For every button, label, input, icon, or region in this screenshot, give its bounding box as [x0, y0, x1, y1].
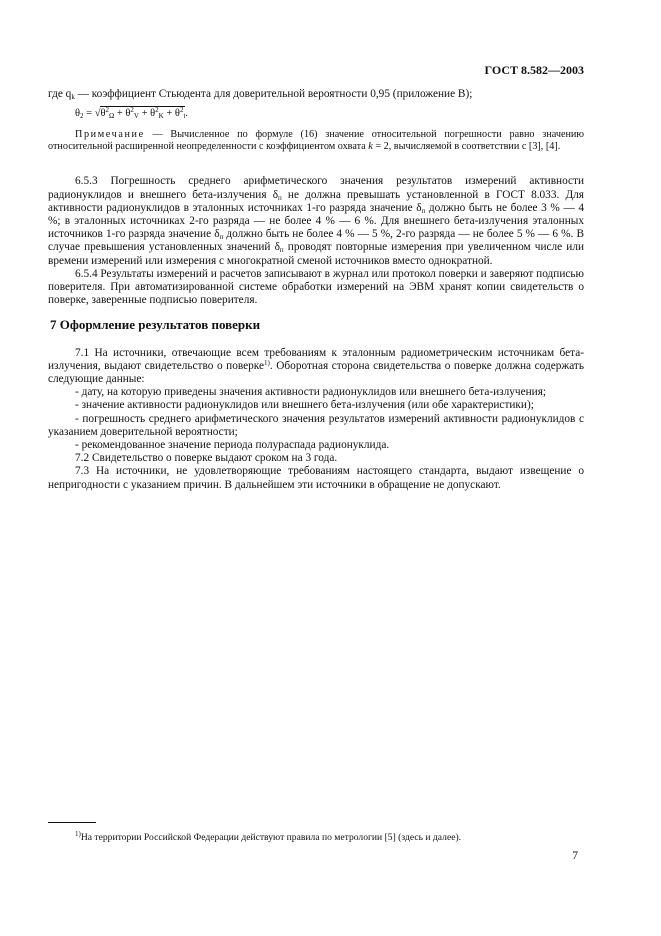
list-item: - дату, на которую приведены значения активности радионуклидов или внешнего бета-излучения;	[75, 386, 547, 399]
page-body	[48, 88, 584, 492]
list-item: - погрешность среднего арифметического значения результатов измерений активности радионуклидов с указанием доверительной вероятности;	[48, 412, 584, 438]
paragraph-6-5-4: 6.5.4 Результаты измерений и расчетов записывают в журнал или протокол поверки и заверяют подписью поверителя. При автоматизированной системе обработки измерений на ЭВМ хранят копии свидетельств о поверке, заверенные подписью поверителя.	[48, 267, 584, 307]
paragraph-6-5-3: 6.5.3 Погрешность среднего арифметического значения результатов измерений активности радионуклидов и внешнего бета-излучения $\delta_п$ не должна превышать установленной в ГОСТ 8.033. Для активности радионуклидов в эталонных источниках 1-го разряда значение $\delta_п$ должно быть не более 3 % — 4 %; в эталонных источниках 2-го разряда — не более 4 % — 6 %. Для внешнего бета-излучения эталонных источников 1-го разряда значение $\delta_п$ должно быть не более 4 % — 5 %, 2-го разряда — не более 5 % — 6 %. В случае превышения установленных значений $\delta_п$ проводят повторные измерения при увеличенном числе или времени измерений или измерения с многократной сменой источников вместо однократной.	[48, 175, 585, 267]
section-7-heading: 7 Оформление результатов поверки	[50, 317, 261, 333]
paragraph-7-2: 7.2 Свидетельство о поверке выдают сроком на 3 года.	[75, 452, 338, 465]
page-number: 7	[572, 850, 578, 862]
footnote-divider	[48, 822, 96, 823]
paragraph-7-1: 7.1 На источники, отвечающие всем требованиям к эталонным радиометрическим источникам бета-излучения, выдают свидетельство о поверке$^{1)}$. Оборотная сторона свидетельства о поверке должна содержать следующие данные:	[48, 346, 585, 386]
note-label: Примечание	[75, 129, 145, 141]
student-coefficient-definition: где $q_k$ — коэффициент Стьюдента для доверительной вероятности 0,95 (приложение В);	[48, 88, 473, 101]
formula-theta2: $\theta_2 = √\theta^2_\Omega + \theta^2_V + \theta^2_K + \theta^2_t$.	[75, 106, 189, 121]
note-paragraph: Примечание — Вычисленное по формуле (16) значение относительной погрешности равно значению относительной расширенной неопределенности с коэффициентом охвата k = 2, вычисляемой в соответствии с [3], [4].	[48, 129, 584, 153]
list-item: - значение активности радионуклидов или внешнего бета-излучения (или обе характеристики);	[75, 399, 534, 412]
paragraph-7-3: 7.3 На источники, не удовлетворяющие требованиям настоящего стандарта, выдают извещение о непригодности с указанием причин. В дальнейшем эти источники в обращение не допускают.	[48, 465, 584, 491]
footnote: $^{1)}$На территории Российской Федерации действуют правила по метрологии [5] (здесь и далее).	[75, 830, 462, 843]
footnote-reference: 1)	[264, 358, 270, 367]
page-header-standard: ГОСТ 8.582—2003	[484, 63, 584, 77]
list-item: - рекомендованное значение периода полураспада радионуклида.	[75, 439, 390, 452]
